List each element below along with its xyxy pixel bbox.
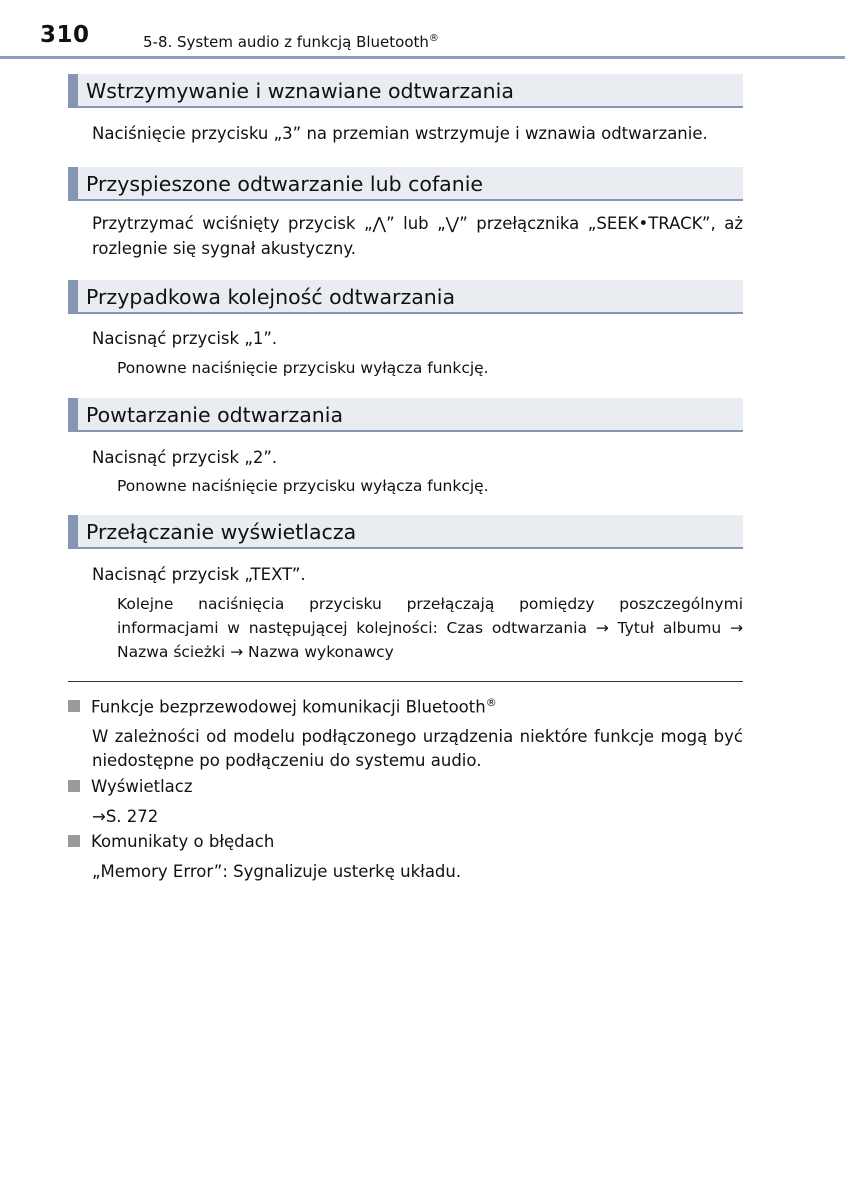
note-title: Funkcje bezprzewodowej komunikacji Bluetooth	[91, 697, 486, 717]
section-text: Przytrzymać wciśnięty przycisk „⋀” lub „⋁” przełącznika „SEEK•TRACK”, aż rozlegnie się sygnał akustyczny.	[92, 214, 743, 258]
section-heading-display-switch	[68, 515, 743, 549]
section-subtext: Ponowne naciśnięcie przycisku wyłącza funkcję.	[117, 359, 489, 377]
note-text: W zależności od modelu podłączonego urządzenia niektóre funkcje mogą być niedostępne po podłączeniu do systemu audio.	[92, 727, 743, 770]
section-title: Przypadkowa kolejność odtwarzania	[86, 285, 456, 309]
note-text: „Memory Error”: Sygnalizuje usterkę układu.	[92, 862, 462, 881]
section-subtext: Kolejne naciśnięcia przycisku przełączają pomiędzy poszczególnymi informacjami w następującej kolejności: Czas odtwarzania → Tytuł albumu → Nazwa ścieżki → Nazwa wykonawcy	[117, 595, 743, 661]
header-rule	[0, 56, 845, 59]
running-header-title: 5-8. System audio z funkcją Bluetooth	[143, 33, 429, 51]
note-title: Komunikaty o błędach	[91, 832, 275, 851]
section-heading-pause-resume	[68, 74, 743, 108]
section-subtext: Ponowne naciśnięcie przycisku wyłącza funkcję.	[117, 477, 489, 495]
square-bullet-icon	[68, 700, 80, 712]
registered-mark: ®	[485, 696, 497, 709]
section-text: Naciśnięcie przycisku „3” na przemian wstrzymuje i wznawia odtwarzanie.	[92, 124, 708, 143]
note-link-text[interactable]: →S. 272	[92, 807, 159, 826]
section-heading-random-playback	[68, 280, 743, 314]
section-title: Przełączanie wyświetlacza	[86, 520, 357, 544]
note-heading-error-messages	[68, 832, 274, 856]
note-heading-display	[68, 777, 193, 801]
section-title: Przyspieszone odtwarzanie lub cofanie	[86, 172, 484, 196]
section-heading-repeat-playback	[68, 398, 743, 432]
section-text: Nacisnąć przycisk „2”.	[92, 448, 278, 467]
section-heading-fast-forward-rewind	[68, 167, 743, 201]
section-title: Wstrzymywanie i wznawiane odtwarzania	[86, 79, 514, 103]
section-text: Nacisnąć przycisk „TEXT”.	[92, 565, 306, 584]
divider	[68, 681, 743, 682]
section-text: Nacisnąć przycisk „1”.	[92, 329, 278, 348]
page-number: 310	[40, 22, 90, 48]
running-header	[143, 33, 439, 51]
note-heading-bluetooth	[68, 696, 497, 720]
square-bullet-icon	[68, 835, 80, 847]
registered-mark: ®	[428, 33, 439, 44]
note-title: Wyświetlacz	[91, 777, 193, 796]
section-title: Powtarzanie odtwarzania	[86, 403, 344, 427]
square-bullet-icon	[68, 780, 80, 792]
